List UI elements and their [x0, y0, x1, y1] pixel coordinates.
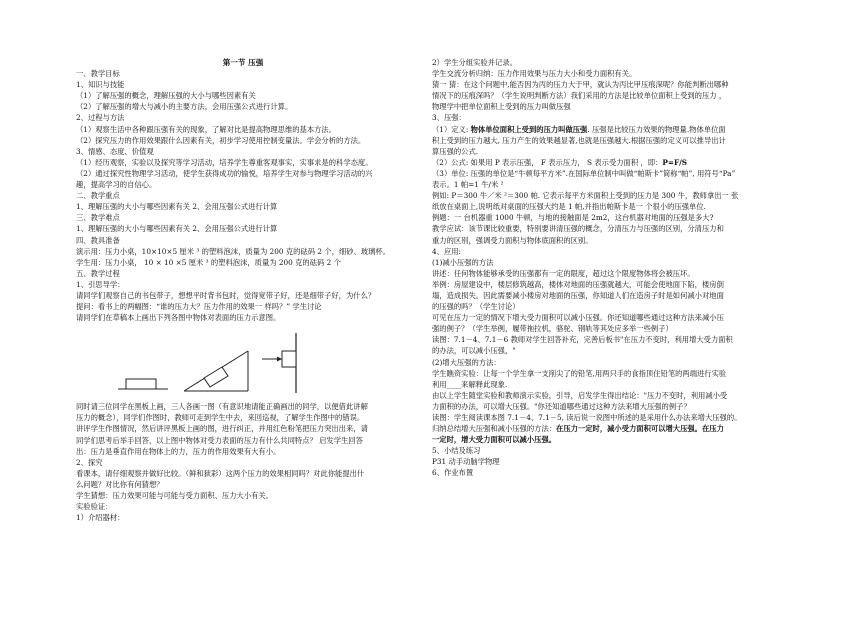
text-line: （1）经历观察，实验以及探究等学习活动，培养学生尊重客观事实，实事求是的科学态度。 [76, 157, 373, 167]
text-line: 演示用：压力小桌，10×10×5 厘米 ³ 的塑料泡沫，质量为 200 克的砝码 2 个，细砂、玻璃杯。 [76, 246, 390, 256]
text-line: 读图：学生阅读课本图 7.1－4、7.1－5, 读后说一说图中所述的是采用什么办法来增大压强的。 [432, 413, 742, 422]
text-line: 四、教具准备 [76, 235, 120, 245]
force-diagram-figures [76, 323, 410, 401]
right-text-block-1 [432, 57, 792, 124]
text-line: （1）观察生活中各种跟压强有关的现象，了解对比是提高物理思维的基本方法。 [76, 124, 337, 134]
text-line: 同时请三位同学在黑板上画，三人各画一图（有意识地请能正确画出的同学，以便借此讲解 [76, 402, 368, 412]
text-line: 纸放在桌面上,说明纸对桌面的压强大约是 1 帕,并指出帕斯卡是一 个很小的压强单位. [432, 202, 706, 212]
text-line: 教学应试：该节课比较重要，特别要讲清压强的概念，分清压力与压强的区别，分清压力和 [432, 224, 724, 234]
text-line: 讲评学生作图情况，然后讲评黑板上画的图，进行纠正，并用红色粉笔把压力突出出来，请 [76, 424, 368, 434]
text-line: 算压强的公式. [432, 146, 479, 156]
left-text-block-1 [76, 68, 410, 323]
force-diagrams-svg [116, 329, 316, 395]
text-line: 1、引思导学： [76, 279, 125, 289]
left-text-block-2 [76, 401, 410, 523]
text-line: 1、理解压强的大小与哪些因素有关 2、会用压强公式进行计算 [76, 202, 278, 212]
text-line: 一、教学目标 [76, 69, 120, 79]
right-text-block-4 [432, 445, 792, 478]
text-line: 学生用：压力小桌， 10 × 10 ×5 厘米 ³ 的塑料泡沫，质量为 200 克的砝码 2 个 [76, 257, 341, 267]
text-line: （2）探究压力的作用效果跟什么因素有关，初步学习使用控制变量法。学会分析的方法。 [76, 135, 366, 145]
definition-bold-text: 物体单位面积上受到的压力叫做压强 [470, 124, 588, 134]
text-line: （2）通过探究性物理学习活动，使学生获得成功的愉悦，培养学生对参与物理学习活动的兴 [76, 168, 373, 178]
text-line: 请同学们在草稿本上画出下列各图中物体对表面的压力示意图。 [76, 313, 281, 323]
text-line: 1、理解压强的大小与哪些因素有关 2、会用压强公式进行计算 [76, 224, 278, 234]
summary-bold-1: 在压力一定时，减小受力面积可以增大压强。在压力 [556, 424, 724, 434]
text-line: 5、小结及练习 [432, 446, 481, 456]
text-line: 由以上学生随堂实验和教师演示实验，引导，启发学生得出结论："压力不变时，利用减小受 [432, 390, 728, 400]
text-line: （1）了解压强的概念，理解压强的大小与哪些因素有关 [76, 91, 256, 101]
right-text-block-2 [432, 135, 792, 157]
page-title: 第一节 压强 [222, 58, 264, 67]
text-line: 看课本，请仔细观察并做好比较。（鲜和狱彩）这两个压力的效果相同吗？对此你能提出什 [76, 468, 365, 478]
text-line: 例题：一 台机器重 1000 牛顿，与地的接触面是 2m2，这台机器对地面的压强是多大? [432, 213, 714, 223]
summary-line-2: 一定时，增大受力面积可以减小压强。 [432, 435, 557, 445]
formula-label: （2）公式: 如果用 P 表示压强， F 表示压力， S 表示受力面积 ，即： [432, 157, 663, 167]
text-line: 表示。1 帕=1 牛/米 ² [432, 180, 504, 190]
text-line: P31 动手动脑学物理 [432, 457, 500, 467]
text-line: 的办法，可以减小压强，" [432, 346, 516, 356]
text-line: 例如: P＝300 牛／米 ²＝300 帕. 它表示每平方米面积上受到的压力是 300 牛，教师拿出一 张 [432, 191, 739, 201]
text-line: 么问题？对比你有何猜想？ [76, 479, 164, 489]
left-column [76, 57, 410, 523]
text-line: 提问：看书上的两幅图：“谁的压力大？压力作用的效果一 样吗？” 学生讨论 [76, 302, 322, 312]
text-line: 物理学中把单位面积上受到的压力叫做压强 [432, 102, 571, 112]
text-line: 学生交流分析归纳：压力作用效果与压力大小和受力面积有关。 [432, 69, 637, 79]
text-line: 学生瞧资实验：让每一个学生拿一支削尖了的铅笔,用两只手的食指顶住铅笔的两端进行实验 [432, 368, 727, 378]
text-line: 出：压力是垂直作用在物体上的力，压力的作用效果有大有小。 [76, 446, 281, 456]
definition-suffix: . 压强是比较压力效果的物理量.物体单位面 [587, 124, 726, 134]
right-text-block-3 [432, 168, 792, 423]
text-line: 力面积的办法，可以增大压强。"你还知道哪些通过这种方法来增大压强的例子？ [432, 401, 691, 411]
text-line: 1、知识与技能 [76, 80, 125, 90]
figure-block-on-floor [118, 379, 168, 389]
text-line: 读图：7.1－4、7.1－6 教师对学生回答补充，完善后板书"在压力不变时，利用增大受力面积 [432, 335, 733, 345]
figure-block-on-incline [184, 351, 248, 391]
text-line: (1)减小压强的方法 [432, 257, 494, 267]
text-line: 压力的概念），同学们作图时，教师可走到学生中去，来回巡视，了解学生作图中的错误。 [76, 413, 365, 423]
text-line: 利用____来解释此现象. [432, 379, 508, 389]
text-line: 三、教学难点 [76, 213, 120, 223]
text-line: （2）了解压强的增大与减小的主要方法，会用压强公式进行计算。 [76, 102, 293, 112]
text-line: 情况下的压痕深吗？（学生说明判断方法）我们采用的方法是比较单位面积上受到的压力 ， [432, 91, 727, 101]
text-line: 3、情感、态度、价值观 [76, 146, 154, 156]
text-line: 举例：房屋建设中，楼层修筑越高，楼体对地面的压强就越大，可能会使地面下陷，楼房倒 [432, 279, 724, 289]
text-line: 塌，造成损失。因此需要减小楼房对地面的压强，你知道人们在造房子时是如何减小对地面 [432, 290, 724, 300]
text-line: 学生猜想：压力效果可能与可能与受力面积、压力大小有关。 [76, 491, 274, 500]
pressure-definition-line [432, 124, 792, 135]
text-line: 可见在压力一定的情况下增大受力面积可以减小压强。你还知道哪些通过这种方法来减小压 [432, 313, 724, 323]
text-line: 实验验证： [76, 502, 113, 512]
text-line: 重力的区别，强调受力面积与物体底面积的区别。 [432, 235, 593, 245]
text-line: 6、作业布置 [432, 468, 474, 478]
text-line: 积上受到的压力越大, 压力产生的效果越显著,也就是压强越大.根据压强的定义可以推导出计 [432, 135, 726, 145]
text-line: 请同学们观察自己的书包带子，想想平时背书包时，觉得宽带子好，还是细带子好，为什么？ [76, 290, 376, 300]
text-line: 2、过程与方法 [76, 113, 125, 123]
text-line: 强的例子？（学生举例，履带拖拉机，骆驼、钢轨等其处应多举一些例子） [432, 324, 673, 334]
text-line: 2）学生分组实验并记录。 [432, 58, 517, 67]
text-line: 讲述：任何物体能够承受的压强都有一定的限度，超过这个限度物体将会被压坏。 [432, 268, 695, 278]
formula-line [432, 157, 792, 168]
text-line: 趣，提高学习的自信心。 [76, 180, 157, 190]
summary-line-1 [432, 423, 792, 434]
text-line: 2、探究 [76, 457, 103, 467]
text-line: 1）介绍器材： [76, 513, 125, 523]
formula-bold: P=F/S [662, 157, 688, 167]
text-line: 五、教学过程 [76, 268, 120, 278]
text-line: 4、应用: [432, 246, 461, 256]
text-line: 同学们思考后举手回答，以上图中物体对受力表面的压力有什么共同特点？ 启发学生回答 [76, 435, 363, 445]
figure-block-on-wall [262, 333, 296, 393]
summary-label: 归纳总结增大压强和减小压强的方法： [432, 424, 557, 434]
text-line: 猜一 猜：在这个问题中,能否因为丙的压力大于甲，就认为丙比甲压痕深呢？你能判断出哪种 [432, 80, 729, 90]
text-line: 二、教学重点 [76, 191, 120, 201]
text-line: （3）单位: 压强的单位是“牛顿每平方米”.在国际单位制中叫做“帕斯卡”简称“帕”, 用符号“Pa” [432, 168, 736, 178]
text-line: 3、压强： [432, 113, 466, 123]
definition-label: （1）定义: [432, 124, 471, 134]
text-line: (2)增大压强的方法： [432, 357, 501, 367]
right-column [432, 57, 792, 479]
text-line: 的压强的吗？（学生讨论） [432, 302, 520, 312]
